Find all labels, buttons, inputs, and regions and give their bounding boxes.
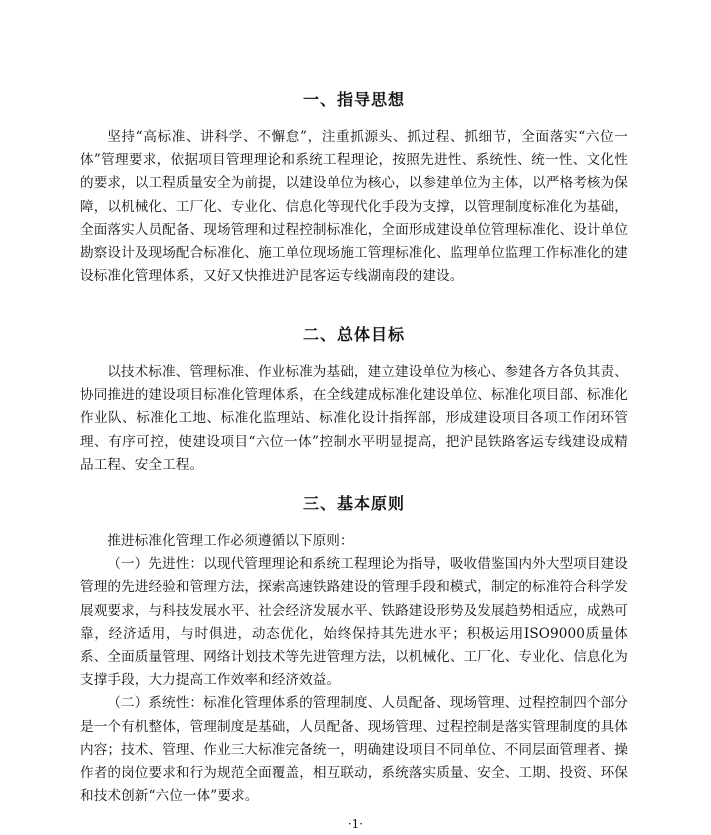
paragraph: 坚持“高标准、讲科学、不懈怠”，注重抓源头、抓过程、抓细节，全面落实“六位一体”管理要求，依据项目管理理论和系统工程理论，按照先进性、系统性、统一性、文化性的要求，以工程质量安全为前提，以建设单位为核心，以参建单位为主体，以严格考核为保障，以机械化、工厂化、专业化、信息化等现代化手段为支撑，以管理制度标准化为基础，全面落实人员配备、现场管理和过程控制标准化，全面形成建设单位管理标准化、设计单位勘察设计及现场配合标准化、施工单位现场施工管理标准化、监理单位监理工作标准化的建设标准化管理体系，又好又快推进沪昆客运专线湖南段的建设。 (80, 129, 628, 285)
paragraph: （二）系统性：标准化管理体系的管理制度、人员配备、现场管理、过程控制四个部分是一个有机整体，管理制度是基础，人员配备、现场管理、过程控制是落实管理制度的具体内容；技术、管理、作业三大标准完备统一，明确建设项目不同单位、不同层面管理者、操作者的岗位要求和行为规范全面覆盖，相互联动，系统落实质量、安全、工期、投资、环保和技术创新“六位一体”要求。 (80, 695, 628, 805)
section-guiding-ideology (80, 88, 628, 288)
section-heading: 三、基本原则 (302, 494, 405, 513)
paragraph: 以技术标准、管理标准、作业标准为基础，建立建设单位为核心、参建各方各负其责、协同推进的建设项目标准化管理体系，在全线建成标准化建设单位、标准化项目部、标准化作业队、标准化工地、标准化监理站、标准化设计指挥部，形成建设项目各项工作闭环管理、有序可控，使建设项目“六位一体”控制水平明显提高，把沪昆铁路客运专线建设成精品工程、安全工程。 (80, 364, 628, 473)
paragraph: 推进标准化管理工作必须遵循以下原则： (107, 533, 354, 549)
page-number: ·1· (347, 817, 364, 831)
section-basic-principles (80, 492, 628, 808)
section-heading: 二、总体目标 (302, 325, 405, 344)
section-heading: 一、指导思想 (302, 90, 405, 109)
paragraph: （一）先进性：以现代管理理论和系统工程理论为指导，吸收借鉴国内外大型项目建设管理的先进经验和管理方法，探索高速铁路建设的管理手段和模式，制定的标准符合科学发展观要求，与科技发展水平、社会经济发展水平、铁路建设形势及发展趋势相适应，成熟可靠，经济适用，与时俱进，动态优化，始终保持其先进水平；积极运用ISO9000质量体系、全面质量管理、网络计划技术等先进管理方法，以机械化、工厂化、专业化、信息化为支撑手段，大力提高工作效率和经济效益。 (80, 556, 628, 689)
section-overall-goal (80, 323, 628, 477)
